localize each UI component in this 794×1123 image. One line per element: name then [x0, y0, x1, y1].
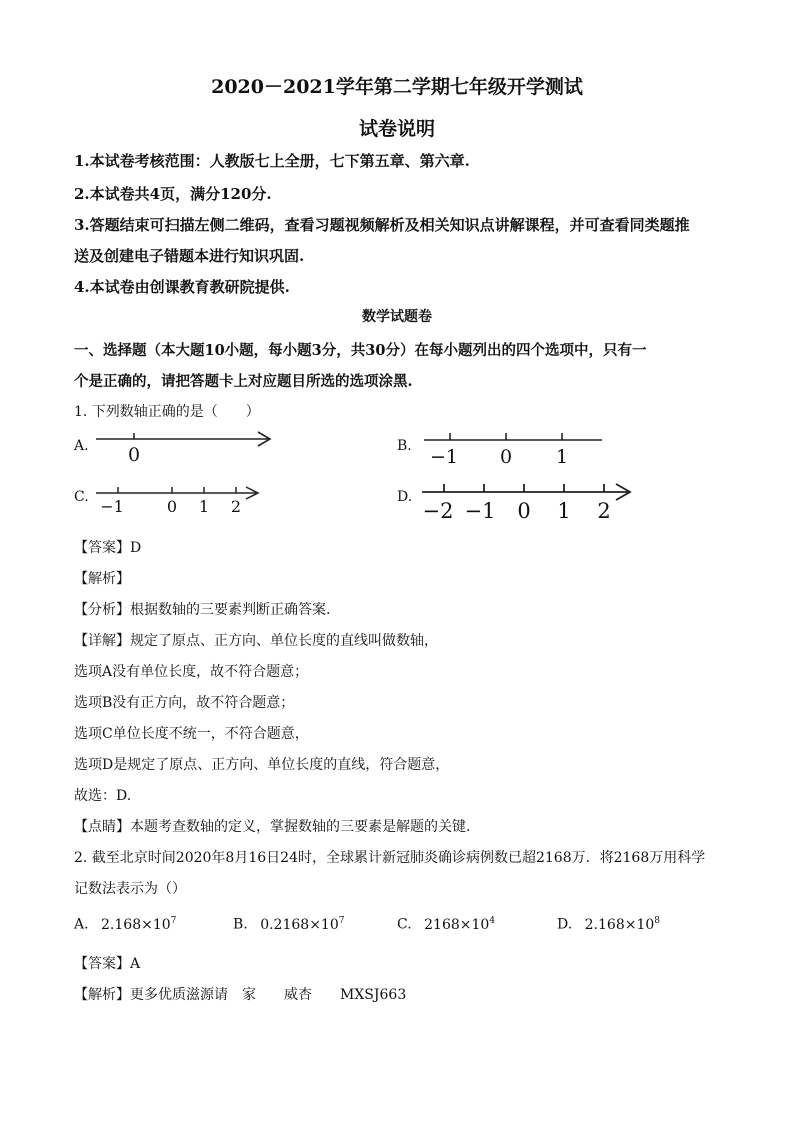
q1-option-c-label: C. — [74, 489, 89, 505]
tick-label-2: 2 — [230, 497, 242, 516]
q1-option-d-numberline — [416, 478, 638, 524]
tick-label-neg1: −1 — [464, 499, 496, 523]
choice-exponent: 7 — [338, 916, 345, 926]
choice-base: 0.2168×10 — [260, 916, 339, 933]
section-heading-line2: 个是正确的，请把答题卡上对应题目所选的选项涂黑. — [74, 373, 413, 390]
q2-answer: 【答案】A — [74, 956, 141, 972]
exam-title: 2020－2021学年第二学期七年级开学测试 — [211, 76, 583, 98]
q1-analysis-line-5: 选项C单位长度不统一，不符合题意， — [74, 726, 309, 742]
q1-option-b-label: B. — [397, 438, 412, 454]
choice-exponent: 7 — [170, 916, 177, 926]
q2-choice-a — [74, 916, 176, 933]
q2-analysis-tag: 【解析】 — [74, 987, 130, 1003]
tick-label-1: 1 — [198, 497, 210, 516]
q1-analysis-line-1: 【分析】根据数轴的三要素判断正确答案. — [74, 602, 331, 618]
tick-label-2: 2 — [597, 499, 611, 523]
q1-analysis-line-6: 选项D是规定了原点、正方向、单位长度的直线，符合题意， — [74, 757, 450, 773]
tick-label-1: 1 — [557, 499, 571, 523]
q2-analysis-text: 更多优质滋源请 家 威杏 MXSJ663 — [130, 987, 407, 1003]
choice-label: C. — [397, 916, 412, 933]
instruction-4: 4.本试卷由创课教育教研院提供. — [74, 278, 290, 296]
choice-base: 2168×10 — [424, 916, 490, 933]
q1-analysis-line-3: 选项A没有单位长度，故不符合题意； — [74, 664, 309, 680]
exam-subtitle: 试卷说明 — [358, 118, 435, 140]
tick-label-0: 0 — [499, 446, 513, 468]
q1-option-a-numberline — [92, 425, 282, 467]
tick-label-neg1: −1 — [100, 497, 124, 516]
tick-label-1: 1 — [555, 446, 569, 468]
q1-analysis-heading: 【解析】 — [74, 571, 130, 587]
q2-choice-b — [233, 916, 344, 933]
q2-stem-line1: 2. 截至北京时间2020年8月16日24时，全球累计新冠肺炎确诊病例数已超2168万．将2168万用科学 — [74, 850, 706, 866]
choice-label: B. — [233, 916, 248, 933]
choice-exponent: 8 — [654, 916, 660, 926]
instruction-3: 3.答题结束可扫描左侧二维码，查看习题视频解析及相关知识点讲解课程，并可查看同类题推 — [74, 216, 690, 234]
tick-label-neg1: −1 — [429, 446, 459, 468]
choice-base: 2.168×10 — [101, 916, 171, 933]
instruction-2: 2.本试卷共4页，满分120分. — [74, 185, 272, 203]
paper-title: 数学试题卷 — [362, 309, 432, 325]
q2-choice-d — [557, 916, 660, 933]
choice-label: D. — [557, 916, 573, 933]
tick-label-neg2: −2 — [422, 499, 454, 523]
q1-option-d-label: D. — [397, 489, 413, 505]
q1-option-b-numberline — [418, 428, 608, 470]
choice-exponent: 4 — [489, 916, 496, 926]
tick-label-0: 0 — [127, 444, 141, 466]
q1-option-c-numberline — [92, 480, 272, 518]
q2-stem-line2: 记数法表示为（） — [74, 881, 186, 897]
section-heading-line1: 一、选择题（本大题10小题，每小题3分，共30分）在每小题列出的四个选项中，只有一 — [74, 342, 647, 359]
instruction-3-cont: 送及创建电子错题本进行知识巩固. — [74, 247, 305, 265]
choice-base: 2.168×10 — [584, 916, 655, 933]
q2-analysis — [74, 984, 406, 1004]
instruction-1: 1.本试卷考核范围：人教版七上全册，七下第五章、第六章. — [74, 152, 470, 170]
q2-choice-c — [397, 916, 495, 933]
q1-analysis-line-2: 【详解】规定了原点、正方向、单位长度的直线叫做数轴， — [74, 633, 438, 649]
q1-analysis-line-4: 选项B没有正方向，故不符合题意； — [74, 695, 295, 711]
choice-label: A. — [74, 916, 89, 933]
q1-answer: 【答案】D — [74, 540, 142, 556]
q1-option-a-label: A. — [74, 438, 89, 454]
q1-analysis-line-7: 故选：D. — [74, 788, 132, 804]
tick-label-0: 0 — [166, 497, 178, 516]
tick-label-0: 0 — [517, 499, 531, 523]
q1-stem: 1. 下列数轴正确的是（ ） — [74, 404, 260, 420]
q1-analysis-line-8: 【点睛】本题考查数轴的定义，掌握数轴的三要素是解题的关键. — [74, 819, 471, 835]
